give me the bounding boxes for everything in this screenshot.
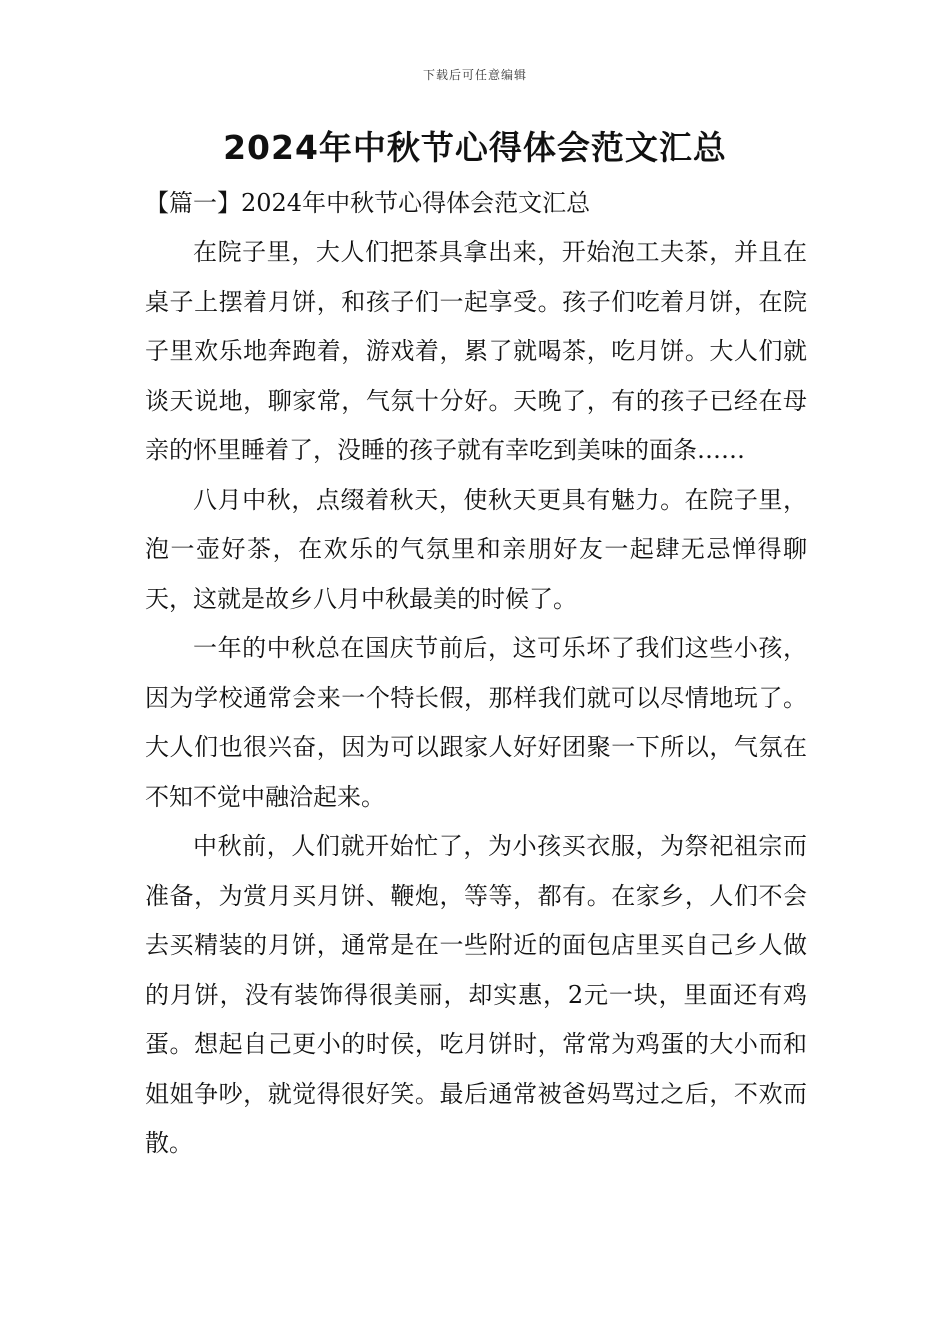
paragraph-3: 一年的中秋总在国庆节前后，这可乐坏了我们这些小孩，因为学校通常会来一个特长假，那样我们就可以尽情地玩了。大人们也很兴奋，因为可以跟家人好好团聚一下所以，气氛在不知不觉中融洽起来。 (145, 634, 807, 811)
paragraph-4: 中秋前，人们就开始忙了，为小孩买衣服，为祭祀祖宗而准备，为赏月买月饼、鞭炮，等等，都有。在家乡，人们不会去买精装的月饼，通常是在一些附近的面包店里买自己乡人做的月饼，没有装饰得很美丽，却实惠，2元一块，里面还有鸡蛋。想起自己更小的时侯，吃月饼时，常常为鸡蛋的大小而和姐姐争吵，就觉得很好笑。最后通常被爸妈骂过之后，不欢而散。 (145, 832, 807, 1157)
header-note: 下载后可任意编辑 (422, 68, 527, 82)
paragraph-2: 八月中秋，点缀着秋天，使秋天更具有魅力。在院子里，泡一壶好茶，在欢乐的气氛里和亲朋好友一起肆无忌惮得聊天，这就是故乡八月中秋最美的时候了。 (145, 485, 807, 613)
section-heading: 【篇一】2024年中秋节心得体会范文汇总 (145, 189, 591, 217)
document-title: 2024年中秋节心得体会范文汇总 (223, 128, 727, 167)
document-body (145, 178, 807, 1169)
paragraph-1: 在院子里，大人们把茶具拿出来，开始泡工夫茶，并且在桌子上摆着月饼，和孩子们一起享受。孩子们吃着月饼，在院子里欢乐地奔跑着，游戏着，累了就喝茶，吃月饼。大人们就谈天说地，聊家常，气氛十分好。天晚了，有的孩子已经在母亲的怀里睡着了，没睡的孩子就有幸吃到美味的面条…… (145, 238, 807, 464)
